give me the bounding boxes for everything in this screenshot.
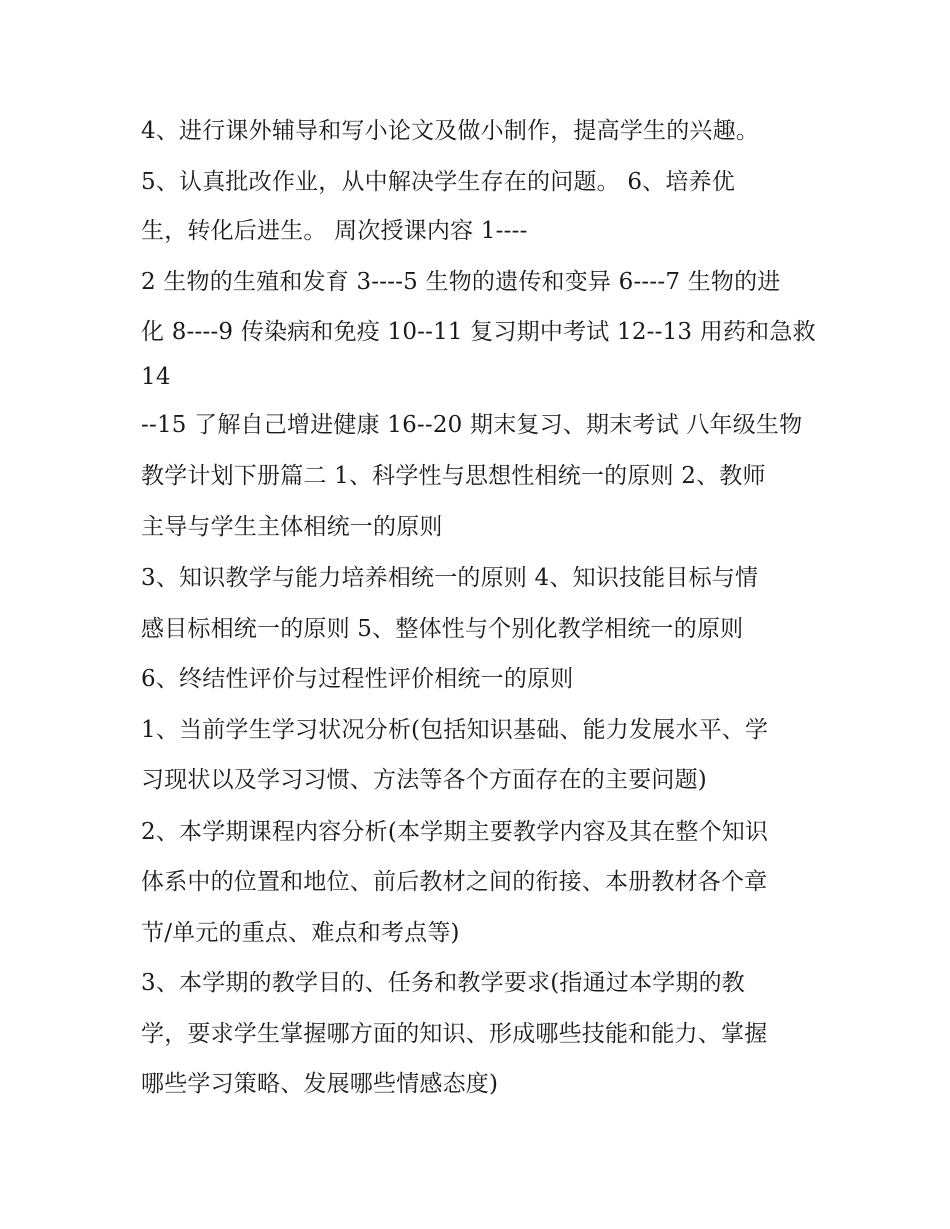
text-line: 主导与学生主体相统一的原则 [141,514,443,540]
text-line: --15 了解自己增进健康 16--20 期末复习、期末考试 八年级生物 [141,412,803,438]
text-line: 2、本学期课程内容分析(本学期主要教学内容及其在整个知识 [141,819,769,845]
text-line: 学，要求学生掌握哪方面的知识、形成哪些技能和能力、掌握 [141,1021,768,1047]
text-line: 感目标相统一的原则 5、整体性与个别化教学相统一的原则 [141,616,744,642]
text-line: 3、知识教学与能力培养相统一的原则 4、知识技能目标与情 [141,565,759,591]
text-line: 14 [141,364,171,390]
text-line: 教学计划下册篇二 1、科学性与思想性相统一的原则 2、教师 [141,463,766,489]
text-line: 4、进行课外辅导和写小论文及做小制作，提高学生的兴趣。 [141,118,760,144]
text-line: 节/单元的重点、难点和考点等) [141,920,460,946]
text-line: 化 8----9 传染病和免疫 10--11 复习期中考试 12--13 用药和急救 [141,319,816,345]
text-line: 5、认真批改作业，从中解决学生存在的问题。 6、培养优 [141,169,735,195]
text-line: 1、当前学生学习状况分析(包括知识基础、能力发展水平、学 [141,717,769,743]
text-line: 哪些学习策略、发展哪些情感态度) [141,1071,499,1097]
text-line: 体系中的位置和地位、前后教材之间的衔接、本册教材各个章 [141,869,768,895]
text-line: 习现状以及学习习惯、方法等各个方面存在的主要问题) [141,767,707,793]
text-line: 2 生物的生殖和发育 3----5 生物的遗传和变异 6----7 生物的进 [141,269,781,295]
text-line: 6、终结性评价与过程性评价相统一的原则 [141,666,574,692]
text-line: 3、本学期的教学目的、任务和教学要求(指通过本学期的教 [141,970,746,996]
text-line: 生，转化后进生。 周次授课内容 1---- [141,218,528,244]
